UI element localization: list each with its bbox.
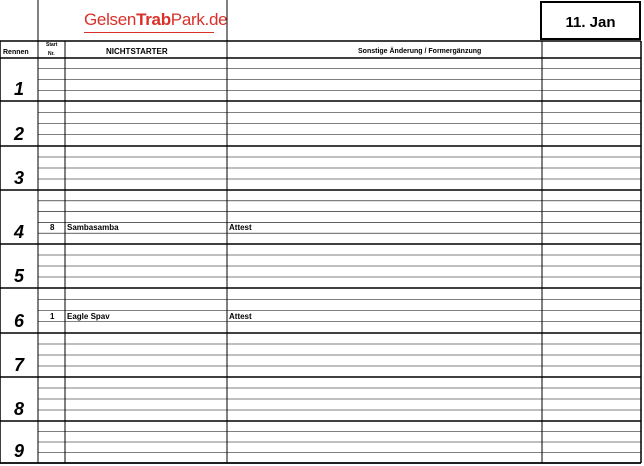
entry-note: Attest	[229, 311, 252, 321]
date-label: 11. Jan	[565, 14, 616, 31]
col-header-nichtstarter: NICHTSTARTER	[106, 47, 168, 56]
race-number: 8	[13, 399, 24, 419]
race-number: 3	[13, 168, 24, 188]
race-number: 1	[13, 79, 24, 99]
col-header-sonstige: Sonstige Änderung / Formergänzung	[358, 48, 482, 55]
col-header-start: Start	[46, 42, 58, 48]
logo-part-trab: Trab	[136, 10, 171, 29]
entry-start-nr: 8	[50, 223, 55, 233]
race-number: 6	[13, 311, 24, 331]
race-number: 4	[13, 222, 24, 242]
race-number: 5	[13, 266, 24, 286]
logo-part-park: Park.de	[170, 10, 228, 29]
entry-start-nr: 1	[50, 311, 55, 321]
race-number: 2	[13, 124, 24, 144]
col-header-rennen: Rennen	[3, 49, 29, 56]
entry-note: Attest	[229, 223, 252, 233]
col-header-nr: Nr.	[48, 51, 55, 57]
race-number: 7	[13, 355, 24, 375]
entry-horse-name: Eagle Spav	[67, 311, 110, 321]
entry-horse-name: Sambasamba	[67, 223, 119, 233]
race-number: 9	[13, 441, 24, 461]
logo-part-gelsen: Gelsen	[84, 10, 137, 29]
